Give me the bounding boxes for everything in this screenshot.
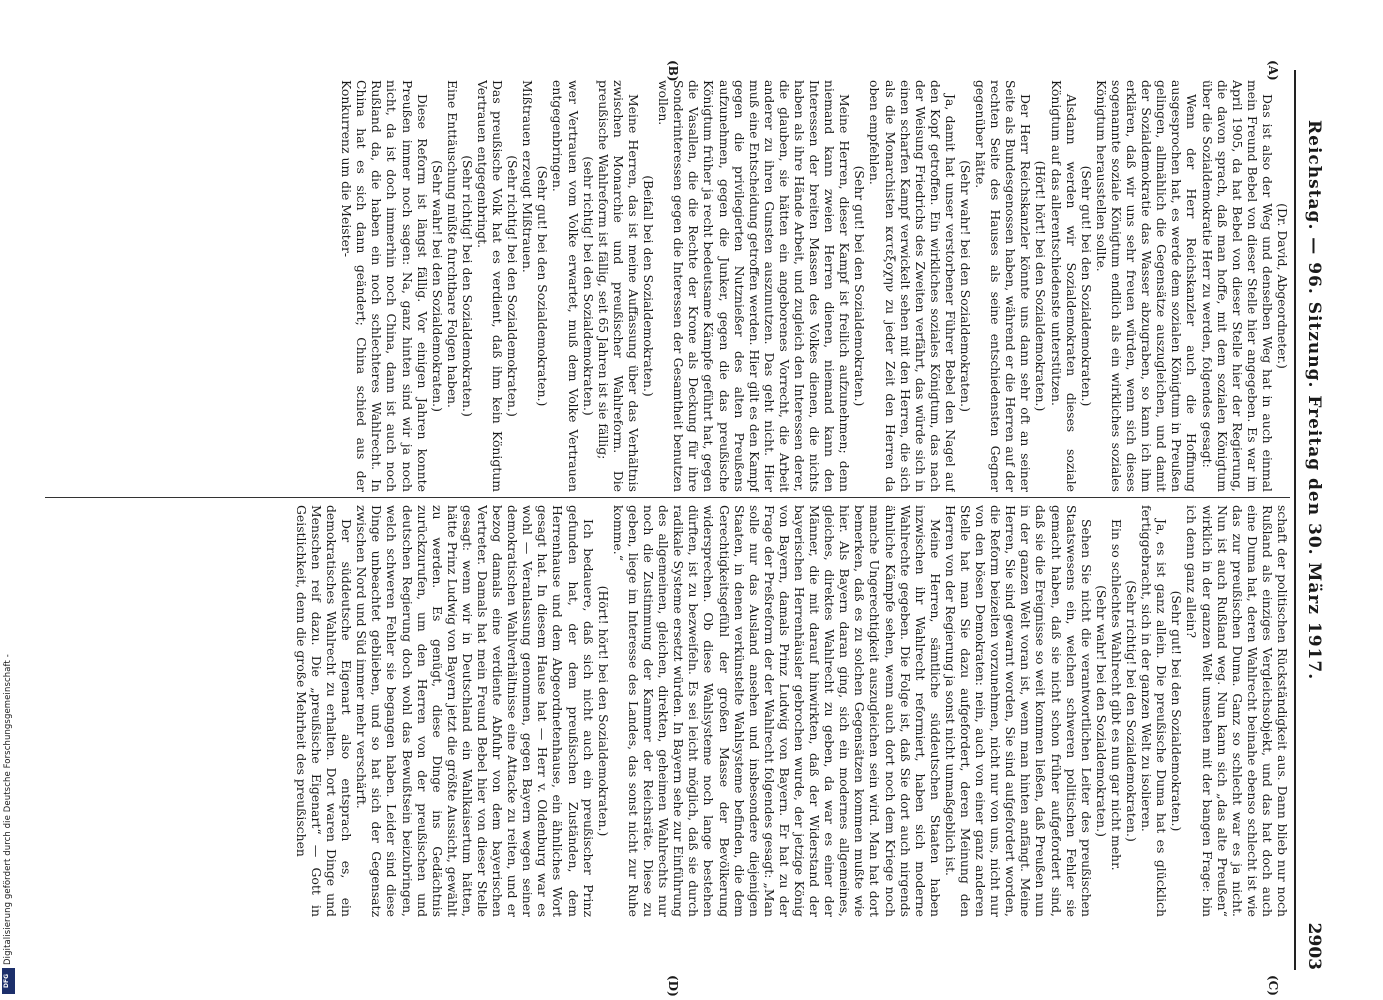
page-header [1294,70,1330,970]
interjection: (Sehr richtig! bei den Sozialdemokraten.) [505,155,521,417]
dfg-logo [2,968,15,994]
interjection: (Sehr wahr! bei den Sozialdemokraten.) [429,160,445,412]
dfg-logo-text: DFG [3,973,10,988]
interjection: (Dr. David, Abgeordneter.) [1275,203,1290,369]
interjection: (Sehr gut! bei den Sozialdemokraten.) [535,165,551,407]
paragraph: Mißtrauen erzeugt Mißtrauen. [520,80,536,273]
paragraph: Diese Reform ist längst fällig. Vor einigen Jahren konnte Preußen immer noch sagen: Na, ganz hinten sind wir ja noch nicht, da ist doch immerhin noch China, dann ist auch noch Rußland da, die haben ein noch schlechteres Wahlrecht. In China hat es sich dann geändert; China schied aus der Konkurrenz um die Meister- [339,80,430,492]
paragraph: Der süddeutsche Eigenart also entsprach es, ein demokratisches Wahlrecht zu erhalten. Dort waren Dinge und Menschen reif dazu. Die „preußische Eigenart“ — Gott in Geistlichkeit, denn die große Mehrheit des preußischen [293,505,355,917]
interjection: (Hört! hört! bei den Sozialdemokraten.) [1033,160,1049,412]
interjection: (Sehr richtig! bei den Sozialdemokraten.) [1124,580,1140,842]
interjection: (Sehr gut! bei den Sozialdemokraten.) [1169,590,1185,832]
margin-marker-d: (D) [666,975,680,997]
paragraph: Ja, damit hat unser verstorbener Führer Bebel den Nagel auf den Kopf getroffen. Ein wirkliches soziales Königtum, das nach der Weisung Friedrichs des Zweiten verfährt, das würde sich in einen scharfen Kampf verwickelt sehen mit den Herren, die sich als die Monarchisten κατεξοχην zu jeder Zeit den Herren da oben empfehlen. [867,80,958,492]
interjection: (Sehr wahr! bei den Sozialdemokraten.) [1093,585,1109,837]
paragraph: Ja, es ist ganz allein. Die preußische Duma hat es glücklich fertiggebracht, sich in der ganzen Welt zu isolieren. [1139,505,1170,917]
paragraph: Ein so schlechtes Wahlrecht gibt es nun gar nicht mehr. [1108,519,1124,871]
margin-marker-c: (C) [1266,975,1280,996]
paragraph: wer Vertrauen vom Volke erwartet, muß dem Volke Vertrauen entgegenbringen. [550,80,581,492]
margin-marker-b: (B) [666,60,680,82]
interjection: (Sehr wahr! bei den Sozialdemokraten.) [958,160,974,412]
interjection: (Sehr gut! bei den Sozialdemokraten.) [852,165,868,407]
newspaper-page [30,0,1330,1000]
paragraph: Sehen Sie nicht die verantwortlichen Leiter des preußischen Staatswesens ein, welchen schweren politischen Fehler sie gemacht haben, daß sie nicht schon früher aufgefordert sind, daß sie die Ereignisse so weit kommen ließen, daß Preußen nun in der ganzen Welt voran ist, wenn man hinten anfängt. Meine Herren, Sie sind gewarnt worden, Sie sind aufgefordert worden, die Reform beizeiten vorzunehmen, nicht nur von uns, nicht nur von den bösen Demokraten: nein, auch von einer ganz anderen Stelle hat man Sie dazu aufgefordert, deren Meinung den Herren von der Regierung ja sonst nicht unmaßgeblich ist. [942,505,1094,917]
paragraph: Das ist also der Weg und denselben Weg hat in auch einmal mein Freund Bebel von dieser Stelle hier angegeben. Es war im April 1905, da hat Bebel von dieser Stelle hier der Regierung, die davon sprach, daß man hoffe, mit dem sozialen Königtum über die Sozialdemokratie Herr zu werden, folgendes gesagt: [1199,80,1275,492]
paragraph: Alsdann werden wir Sozialdemokraten dieses soziale Königtum auf das allerentschiedenste unterstützen. [1048,80,1079,492]
paragraph: Eine Enttäuschung müßte furchtbare Folgen haben. [444,80,460,408]
paragraph: schaft der politischen Rückständigkeit aus. Dann blieb nur noch Rußland als einziges Vergleichsobjekt, und das hat doch auch eine Duma hat, deren Wahlrecht beinahe ebenso schlecht ist wie das zur preußischen Duma. Ganz so schlecht war es ja nicht. Nun ist auch Rußland weg. Nun kann sich „das alte Preußen“ wirklich in der ganzen Welt umsehen mit der bangen Frage: bin ich denn ganz allein? [1184,505,1290,917]
credit-strip [0,0,18,1000]
interjection: (Hört! hört! bei den Sozialdemokraten.) [595,585,611,837]
paragraph: Ich bedauere, daß sich nicht auch ein preußischer Prinz gefunden hat, der dem preußischen Zuständen, dem Herrenhause und dem Abgeordnetenhause, ein ähnliches Wort gesagt hat. In diesem Hause hat — Herr v. Oldenburg war es wohl — Veranlassung genommen, gegen Bayern wegen seiner demokratischen Wahlverhältnisse eine Attacke zu reiten, und er bezog damals eine verdiente Abfuhr von dem bayerischen Vertreter. Damals hat mein Freund Bebel hier von dieser Stelle gesagt: wenn wir in Deutschland ein Wahlkaisertum hätten, hätte Prinz Ludwig von Bayern jetzt die größte Aussicht, gewählt zu werden. Es genügt, diese Dinge ins Gedächtnis zurückzurufen, um den Herren von der preußischen und deutschen Regierung doch wohl das Bewußtsein beizubringen, welch schweren Fehler sie begangen haben. Leider sind diese Dinge unbeachtet geblieben, und so hat sich der Gegensatz zwischen Nord und Süd immer mehr verschärft. [354,505,596,917]
paragraph: Wenn der Herr Reichskanzler auch die Hoffnung ausgesprochen hat, es werde dem sozialen Königtum in Preußen gelingen, allmählich die Gegensätze auszugleichen, und damit der Sozialdemokratie das Wasser abzugraben, so kann ich ihm erklären, daß wir uns sehr freuen würden, wenn sich dieses sogenannte soziale Königtum endlich als ein wirkliches soziales Königtum herausstellen sollte. [1093,80,1200,492]
paragraph: Meine Herren, das ist meine Auffassung über das Verhältnis zwischen Monarchie und preußischer Wahlreform. Die preußische Wahlreform ist fällig, seit 65 Jahren ist sie fällig; [595,80,641,492]
header-title: Reichstag. — 96. Sitzung. Freitag den 30. März 1917. [1304,120,1324,681]
interjection: (Beifall bei den Sozialdemokraten.) [641,175,657,397]
page-number: 2903 [1304,922,1324,970]
right-column [40,505,1290,917]
paragraph: Das preußische Volk hat es verdient, daß ihm kein Königtum Vertrauen entgegenbringt. [475,80,506,492]
paragraph: Meine Herren, sämtliche süddeutschen Staaten haben inzwischen ihr Wahlrecht reformiert, haben sich moderne Wahlrechte gegeben. Die Folge ist, daß Sie dort auch nirgends ähnliche Kämpfe sehen, wenn auch dort noch dem Kriege noch manche Ungerechtigkeit auszugleichen sein wird. Man hat dort bemerken, daß es zu solchen Gegensätzen kommen mußte wie hier. Als Bayern daran ging, sich ein modernes allgemeines, gleiches, direktes Wahlrecht zu geben, da war es einer der Männer, die mit darauf hinwirkten, daß der Widerstand der bayerischen Herrenhäusler gebrochen wurde, der jetzige König von Bayern, damals Prinz Ludwig von Bayern. Er hat zu der Frage der Preßreform der der Wahlrecht folgendes gesagt: „Man solle nur das Ausland ansehen und insbesondere diejenigen Staaten, in denen verkünstelte Wahlsysteme befinden, die dem Gerechtigkeitsgefühl der großen Masse der Bevölkerung widersprechen. Ob diese Wahlsysteme noch lange bestehen dürften, ist zu bezweifeln. Es sei leicht möglich, daß sie durch radikale Systeme ersetzt würden. In Bayern sehe zur Einführung des allgemeinen, gleichen, direkten, geheimen Wahlrechts nur noch die Zustimmung der Kammer der Reichsräte. Diese zu geben, liege im Interesse des Landes, das sonst nicht zur Ruhe komme.“ [610,505,943,917]
interjection: (Sehr richtig! bei den Sozialdemokraten.) [459,155,475,417]
paragraph: Der Herr Reichskanzler könnte uns dann sehr oft an seiner Seite als Bundesgenossen haben, während er die Herren auf der rechten Seite des Hauses als seine entschiedensten Gegner gegenüber hätte. [973,80,1034,492]
paragraph: Meine Herren, dieser Kampf ist freilich aufzunehmen; denn niemand kann zweien Herren dienen, niemand kann den Interessen der breiten Massen des Volkes dienen, die nichts haben als ihre Hände Arbeit, und zugleich den Interessen derer, die glauben, sie hätten ein angeborenes Vorrecht, die Arbeit anderer zu ihren Gunsten auszunutzen. Das geht nicht. Hier muß eine Entscheidung getroffen werden. Hier gilt es den Kampf gegen die privilegierten Nutznießer des alten Preußens aufzunehmen, gegen die Junker, gegen die das preußische Königtum früher ja recht bedeutsame Kämpfe geführt hat, gegen die Vasallen, die die Rechte der Krone als Deckung für ihre Sonderinteressen gegen die Interessen der Gesamtheit benutzen wollen. [656,80,853,492]
left-column [40,80,1290,492]
credit-text: Digitalisierung gefördert durch die Deutsche Forschungsgemeinschaft - [3,654,13,965]
interjection: (sehr richtig! bei den Sozialdemokraten.) [580,156,596,416]
column-rule [45,497,1290,498]
margin-marker-a: (A) [1266,60,1280,81]
interjection: (Sehr gut! bei den Sozialdemokraten.) [1078,165,1094,407]
